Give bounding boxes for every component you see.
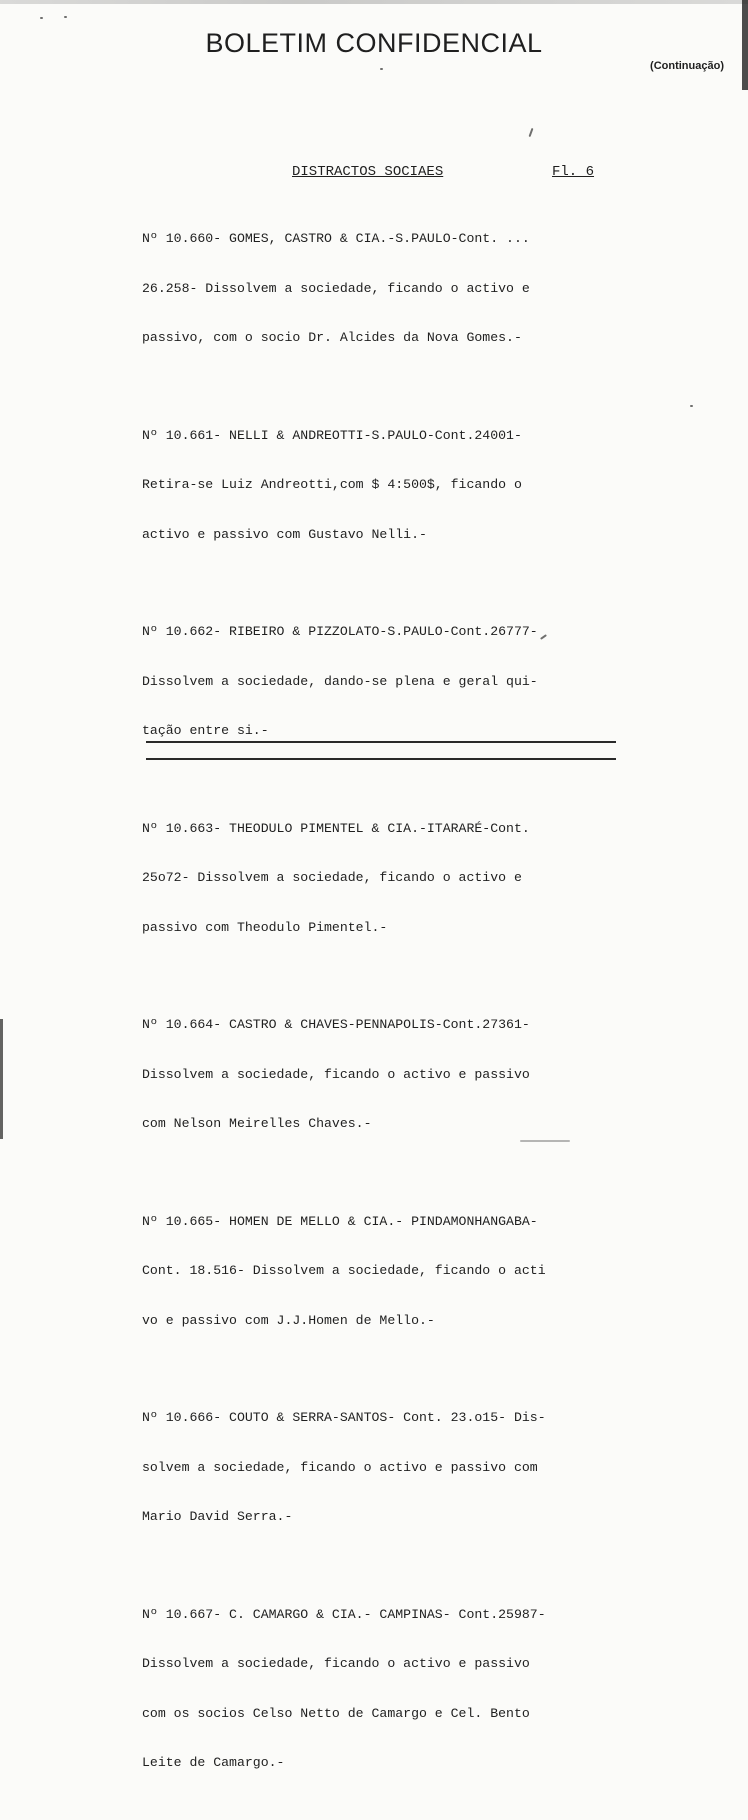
entry-line: Nº 10.667- C. CAMARGO & CIA.- CAMPINAS- Cont.25987- [142, 1606, 546, 1622]
ink-speck [520, 1140, 570, 1142]
entry-line: Cont. 18.516- Dissolvem a sociedade, ficando o acti [142, 1263, 546, 1278]
entry-line: 25o72- Dissolvem a sociedade, ficando o activo e [142, 870, 522, 885]
entry-line: Dissolvem a sociedade, ficando o activo e passivo [142, 1656, 530, 1671]
entry-line: Nº 10.663- THEODULO PIMENTEL & CIA.-ITARARÉ-Cont. [142, 820, 530, 836]
ink-speck [690, 405, 693, 407]
entry-line: Leite de Camargo.- [142, 1755, 285, 1770]
entry-line: com os socios Celso Netto de Camargo e Cel. Bento [142, 1705, 530, 1721]
continuation-note: (Continuação) [650, 60, 724, 72]
ink-speck [64, 16, 67, 18]
ink-speck [380, 68, 383, 70]
entry-line: Nº 10.662- RIBEIRO & PIZZOLATO-S.PAULO-Cont.26777- [142, 624, 538, 639]
bulletin-title: BOLETIM CONFIDENCIAL [205, 28, 543, 58]
ink-speck [40, 17, 43, 19]
entry-line: Retira-se Luiz Andreotti,com $ 4:500$, ficando o [142, 477, 522, 492]
folio-number: Fl. 6 [552, 164, 595, 180]
entry-10663 [142, 788, 622, 970]
entries-list [142, 198, 622, 1820]
entry-10667 [142, 1574, 622, 1805]
entry-line: vo e passivo com J.J.Homen de Mello.- [142, 1312, 435, 1328]
scan-left-edge [0, 1019, 3, 1139]
entry-line: Dissolvem a sociedade, ficando o activo e passivo [142, 1066, 530, 1082]
entry-10660 [142, 198, 622, 380]
entry-line: activo e passivo com Gustavo Nelli.- [142, 526, 427, 542]
entry-line: solvem a sociedade, ficando o activo e passivo com [142, 1459, 538, 1475]
section-heading: DISTRACTOS SOCIAES [292, 164, 444, 180]
entry-10666 [142, 1377, 622, 1559]
entry-10661 [142, 395, 622, 577]
entry-line: Nº 10.666- COUTO & SERRA-SANTOS- Cont. 23.o15- Dis- [142, 1410, 546, 1425]
entry-line: Nº 10.660- GOMES, CASTRO & CIA.-S.PAULO-Cont. ... [142, 231, 530, 246]
closing-rule-top [146, 741, 616, 743]
entry-line: Nº 10.664- CASTRO & CHAVES-PENNAPOLIS-Cont.27361- [142, 1017, 530, 1032]
closing-rule-bottom [146, 758, 616, 760]
entry-line: 26.258- Dissolvem a sociedade, ficando o activo e [142, 280, 530, 296]
entry-10664 [142, 984, 622, 1166]
entry-line: Nº 10.665- HOMEN DE MELLO & CIA.- PINDAMONHANGABA- [142, 1213, 538, 1229]
entry-line: passivo com Theodulo Pimentel.- [142, 919, 388, 935]
entry-line: Mario David Serra.- [142, 1509, 293, 1524]
entry-line: passivo, com o socio Dr. Alcides da Nova Gomes.- [142, 330, 522, 345]
entry-line: Dissolvem a sociedade, dando-se plena e geral qui- [142, 673, 538, 689]
entry-line: Nº 10.661- NELLI & ANDREOTTI-S.PAULO-Cont.24001- [142, 427, 522, 443]
ink-speck [529, 128, 534, 137]
entry-line: com Nelson Meirelles Chaves.- [142, 1116, 372, 1131]
entry-line: tação entre si.- [142, 723, 269, 738]
entry-10665 [142, 1181, 622, 1363]
entry-10662 [142, 591, 622, 773]
scan-top-edge [0, 0, 748, 4]
